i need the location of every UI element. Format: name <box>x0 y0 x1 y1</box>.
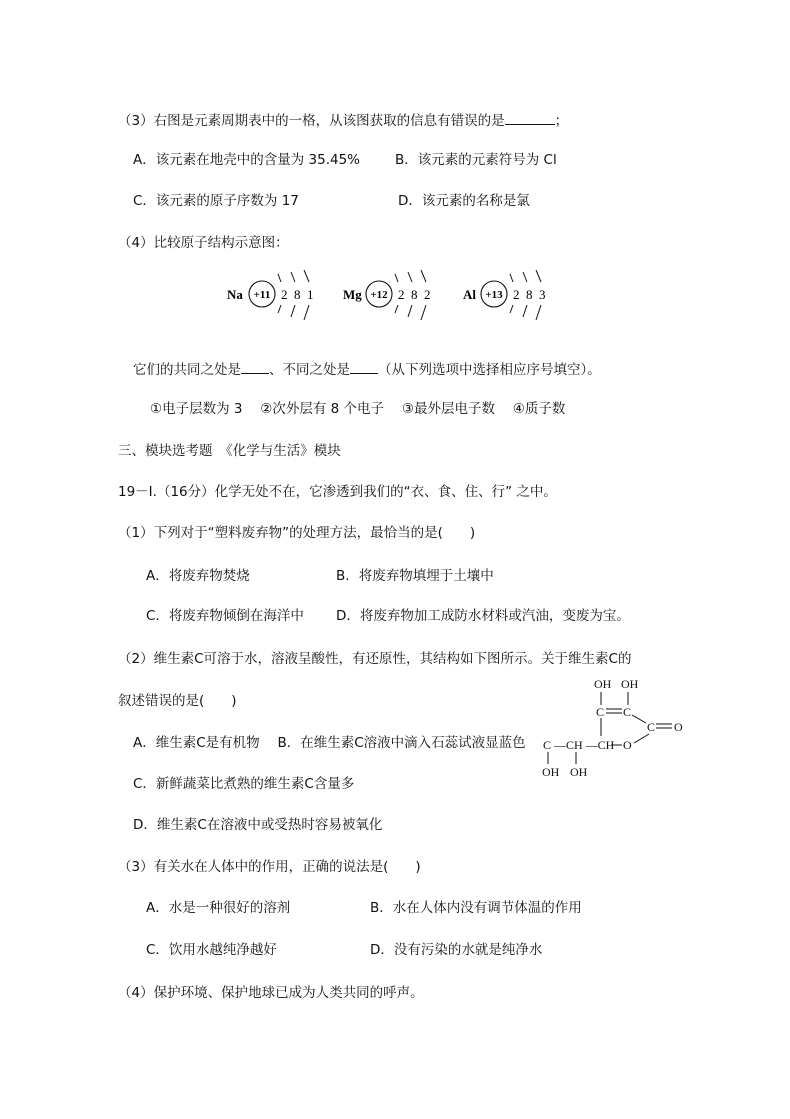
nucleus-charge: +12 <box>370 289 388 301</box>
q4-options: ①电子层数为 3 ②次外层有 8 个电子 ③最外层电子数 ④质子数 <box>150 401 566 417</box>
p3-option-d: D．没有污染的水就是纯净水 <box>370 942 543 958</box>
p2-option-ab: A．维生素C是有机物 B．在维生素C溶液中滴入石蕊试液显蓝色 <box>133 735 526 751</box>
q3-option-c: C．该元素的原子序数为 17 <box>133 193 299 209</box>
shell-electrons: 8 <box>294 287 301 302</box>
q4-compare-common: 它们的共同之处是 <box>133 362 241 378</box>
atom-diagram-mg <box>343 270 431 320</box>
shell-electrons: 2 <box>398 287 405 302</box>
p3-stem: （3）有关水在人体中的作用，正确的说法是( ) <box>118 859 421 875</box>
q3-stem <box>118 110 568 130</box>
hydroxyl-label: OH <box>594 677 612 691</box>
hydroxyl-label: OH <box>570 765 588 779</box>
q19-heading: 19－Ⅰ.（16分）化学无处不在，它渗透到我们的“衣、食、住、行” 之中。 <box>118 484 557 500</box>
hydroxyl-label: OH <box>621 677 639 691</box>
q4-compare-diff: 、不同之处是 <box>269 362 350 378</box>
atom-symbol: Na <box>227 287 243 302</box>
atom-symbol: Mg <box>343 287 362 302</box>
q3-answer-blank[interactable] <box>505 110 555 125</box>
p2-stem-line2: 叙述错误的是( ) <box>118 693 237 709</box>
q4-diff-blank[interactable] <box>350 359 378 374</box>
q4-compare-instruction: （从下列选项中选择相应序号填空）。 <box>378 362 601 378</box>
shell-electrons: 8 <box>526 287 533 302</box>
p4-stem: （4）保护环境、保护地球已成为人类共同的呼声。 <box>118 985 424 1001</box>
p3-option-c: C．饮用水越纯净越好 <box>146 942 277 958</box>
nucleus-charge: +13 <box>485 289 503 301</box>
q3-stem-tail: ； <box>554 113 569 129</box>
nucleus-charge: +11 <box>253 289 271 301</box>
shell-electrons: 2 <box>424 287 431 302</box>
keto-oxygen-label: O <box>674 720 683 734</box>
shell-electrons: 1 <box>307 287 314 302</box>
atom-structure-diagrams <box>215 265 555 327</box>
q3-option-d: D．该元素的名称是氯 <box>398 193 530 209</box>
atom-diagram-al <box>463 270 546 320</box>
carbon-label: C <box>623 705 632 719</box>
p3-option-a: A．水是一种很好的溶剂 <box>146 900 291 916</box>
shell-electrons: 8 <box>411 287 418 302</box>
q3-option-a: A．该元素在地壳中的含量为 35.45% <box>133 152 361 168</box>
q4-compare <box>133 359 601 379</box>
p2-option-c: C．新鲜蔬菜比煮熟的维生素C含量多 <box>133 776 355 792</box>
atom-diagram-na <box>227 270 314 320</box>
section-title: 三、模块选考题 《化学与生活》模块 <box>118 443 341 459</box>
p3-option-b: B．水在人体内没有调节体温的作用 <box>370 900 582 916</box>
shell-electrons: 2 <box>513 287 520 302</box>
ring-oxygen-label: O <box>623 738 632 752</box>
carbon-label: C <box>596 705 605 719</box>
vitamin-c-structure <box>525 672 690 784</box>
p1-option-b: B．将废弃物填埋于土壤中 <box>336 568 494 584</box>
side-chain-label: C —CH —CH <box>543 738 615 752</box>
shell-electrons: 3 <box>539 287 546 302</box>
atom-symbol: Al <box>463 287 476 302</box>
p2-stem-line1: （2）维生素C可溶于水，溶液呈酸性，有还原性，其结构如下图所示。关于维生素C的 <box>118 651 632 667</box>
hydroxyl-label: OH <box>542 765 560 779</box>
p1-option-c: C．将废弃物倾倒在海洋中 <box>146 608 304 624</box>
q4-stem: （4）比较原子结构示意图： <box>118 235 289 251</box>
q3-stem-text: （3）右图是元素周期表中的一格，从该图获取的信息有错误的是 <box>118 113 505 129</box>
q4-common-blank[interactable] <box>241 359 269 374</box>
p2-option-d: D．维生素C在溶液中或受热时容易被氧化 <box>133 817 383 833</box>
q3-option-b: B．该元素的元素符号为 Cl <box>395 152 557 168</box>
p1-option-a: A．将废弃物焚烧 <box>146 568 250 584</box>
carbon-label: C <box>647 720 656 734</box>
shell-electrons: 2 <box>281 287 288 302</box>
p1-stem: （1）下列对于“塑料废弃物”的处理方法，最恰当的是( ) <box>118 525 476 541</box>
p1-option-d: D．将废弃物加工成防水材料或汽油，变废为宝。 <box>336 608 630 624</box>
